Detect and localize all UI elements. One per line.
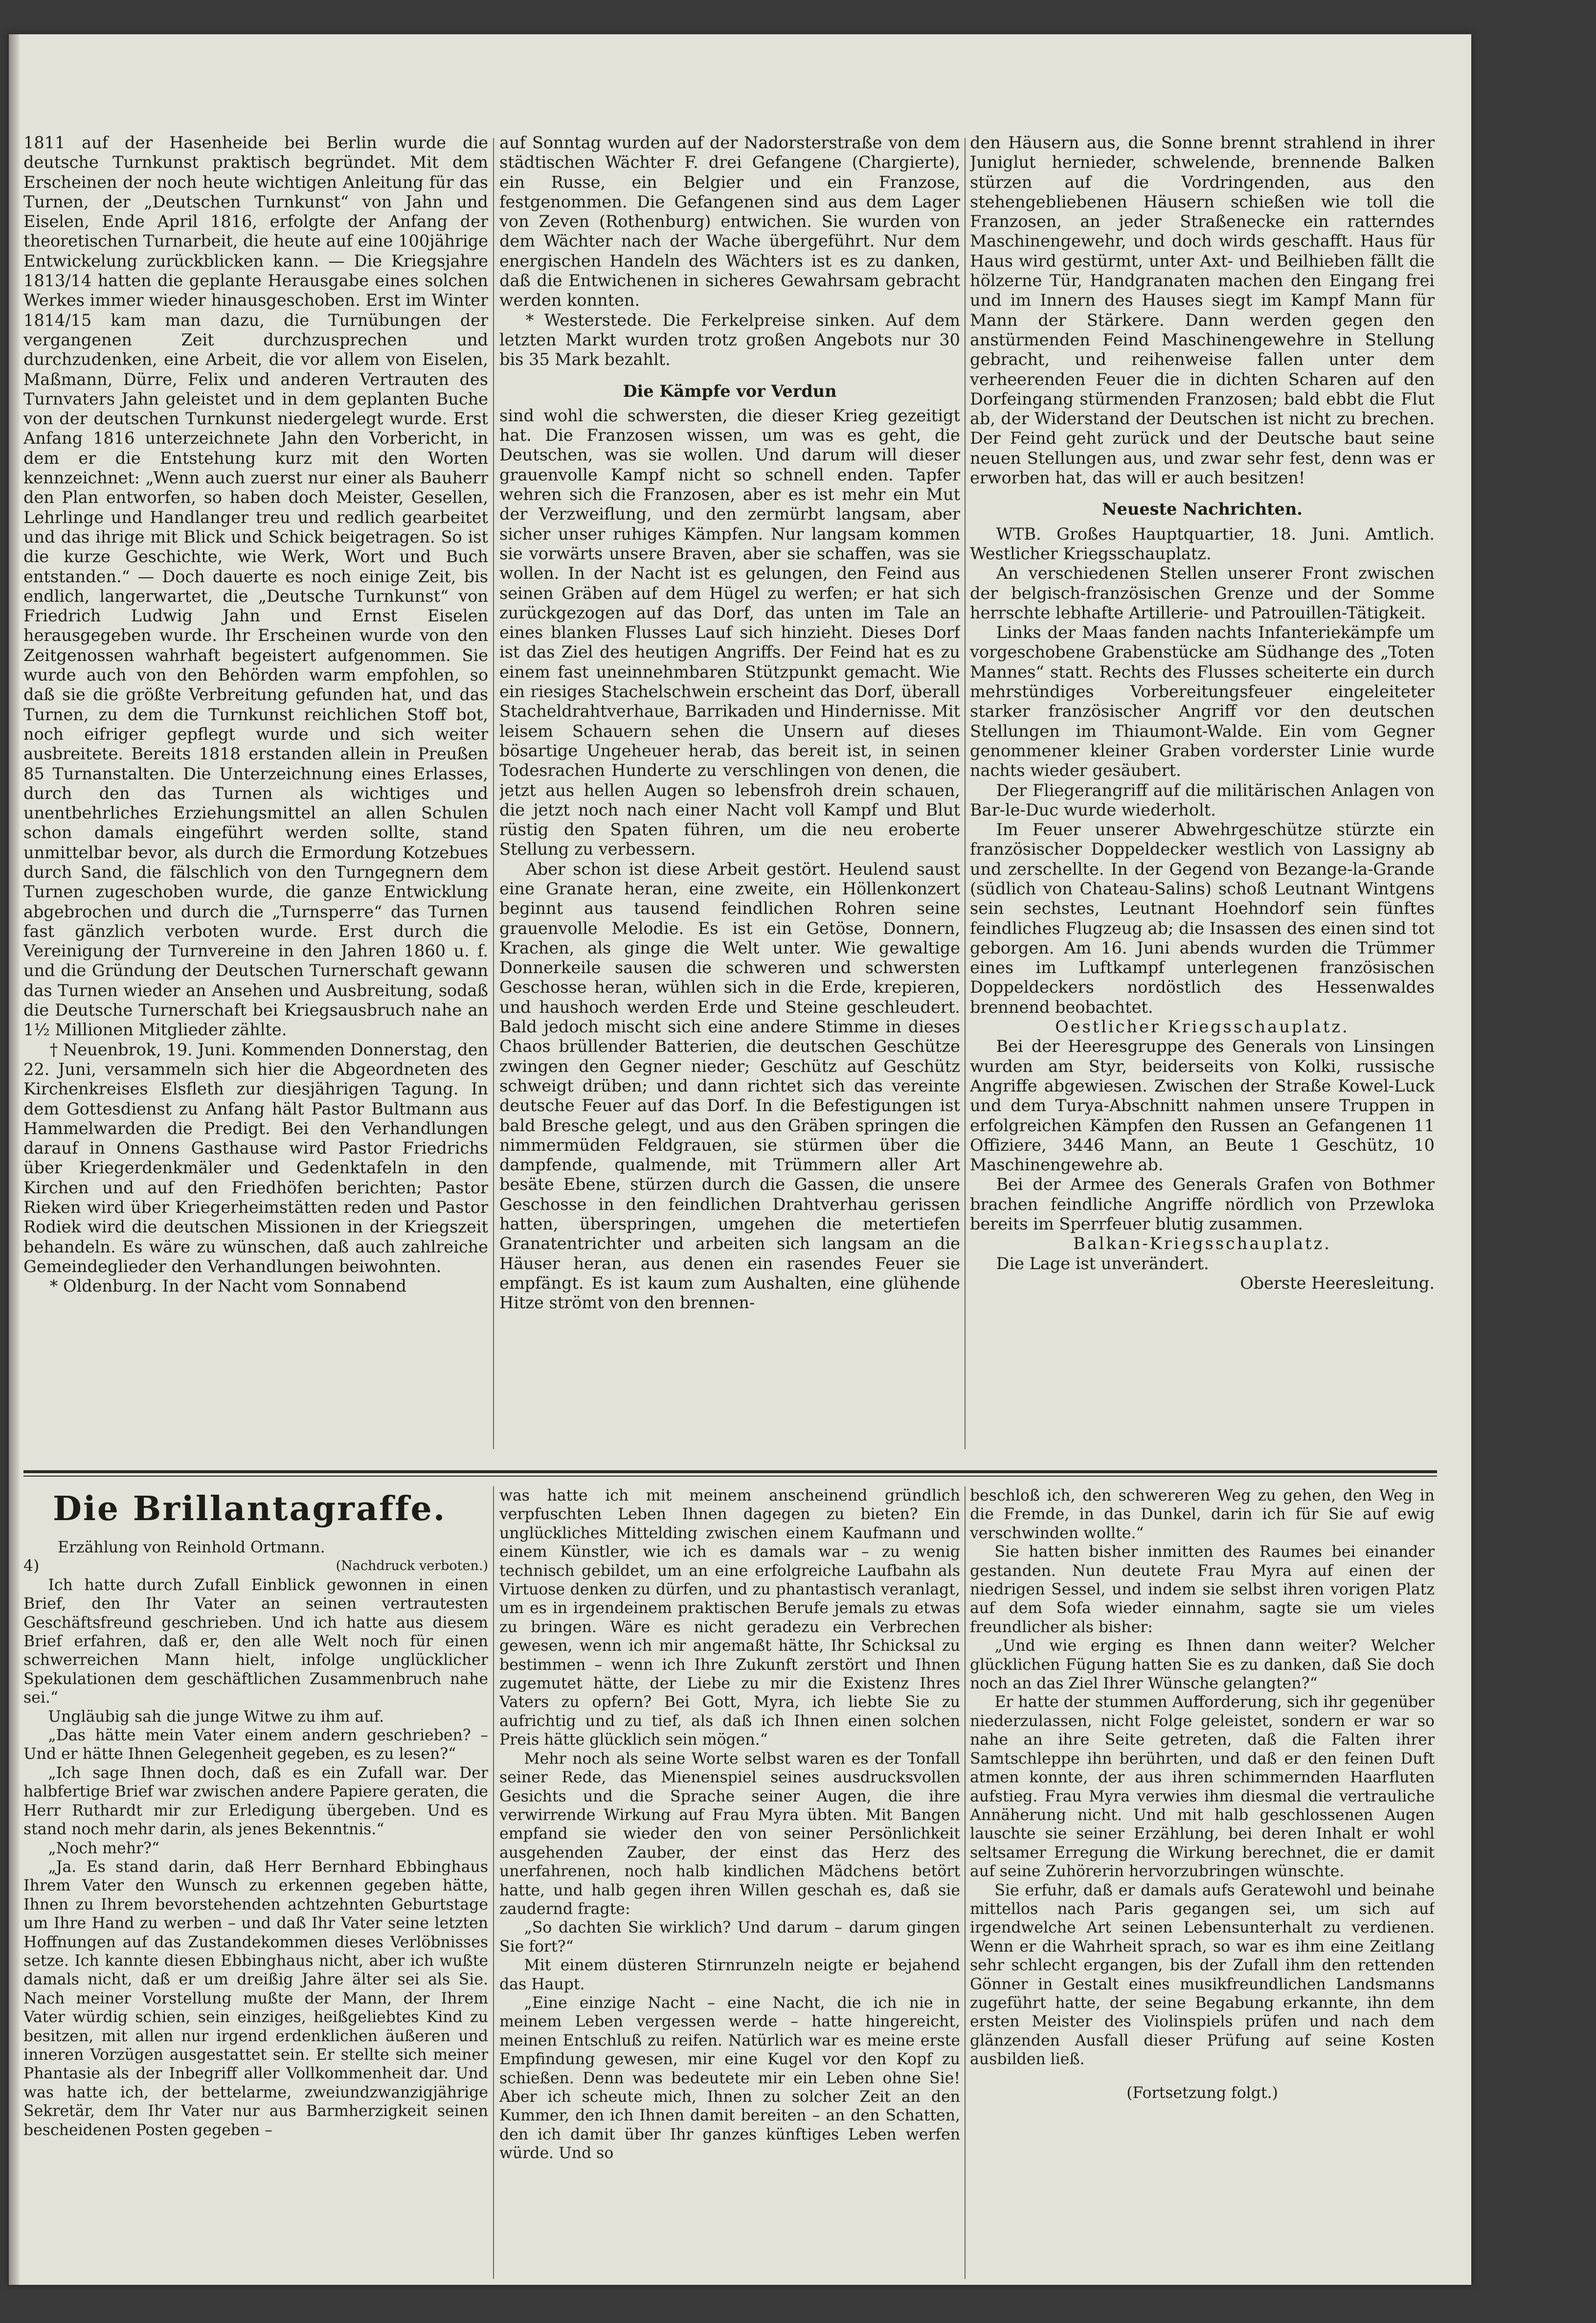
news-dateline: WTB. Großes Hauptquartier, 18. Juni. Amtlich. Westlicher Kriegsschauplatz. — [970, 524, 1435, 563]
balkan-text: Die Lage ist unverändert. — [996, 1253, 1209, 1273]
story-column-2 — [499, 1486, 960, 2284]
story-paragraph: „Ja. Es stand darin, daß Herr Bernhard Ebbinghaus Ihrem Vater den Wunsch zu erkennen gegeben hätte, Ihnen zu Ihrem bevorstehenden achtzehnten Geburtstage um Ihre Hand zu werben – und daß Ihr Vater seine letzten Hoffnungen auf das Zustandekommen dieses Verlöbnisses setze. Ich kannte diesen Ebbinghaus nicht, aber ich wußte damals nicht, daß er um dreißig Jahre älter sei als Sie. Nach meiner Vorstellung mußte der Mann, der Ihrem Vater würdig schien, sein einziges, heißgeliebtes Kind zu besitzen, mit allen nur irgend erdenklichen äußeren und inneren Vorzügen ausgestattet sein. Er stellte sich meiner Phantasie als der Inbegriff aller Vollkommenheit dar. Und was hatte ich, der bettelarme, zweiundzwanzigjährige Sekretär, dem Ihr Vater nur aus Barmherzigkeit seinen bescheidenen Posten gegeben – — [23, 1858, 488, 2139]
column-divider — [493, 138, 494, 1449]
newspaper-page — [9, 34, 1471, 2285]
story-paragraph: beschloß ich, den schwereren Weg zu gehen, den Weg in die Fremde, in das Dunkel, darin ich für Sie auf ewig verschwinden wollte.“ — [970, 1487, 1435, 1542]
story-column-3 — [970, 1486, 1435, 2284]
story-paragraph: was hatte ich mit meinem anscheinend gründlich verpfuschten Leben Ihnen dagegen zu bieten? Ein unglückliches Mittelding zwischen einem Kaufmann und einem Künstler, wie ich es damals war – zu wenig technisch gebildet, um an eine erfolgreiche Laufbahn als Virtuose denken zu dürfen, und zu phantastisch veranlagt, um es in irgendeinem praktischen Berufe jemals zu etwas zu bringen. Wäre es nicht geradezu ein Verbrechen gewesen, wenn ich mir angemaßt hätte, Ihr Schicksal zu bestimmen – wenn ich Ihre Zukunft zerstört und Ihnen zugemutet hätte, der Liebe zu mir die Existenz Ihres Vaters zu opfern? Bei Gott, Myra, ich liebte Sie zu aufrichtig und zu tief, als daß ich Ihnen einen solchen Preis hätte glücklich sein mögen.“ — [499, 1487, 960, 1749]
east-heading: Oestlicher Kriegsschauplatz. — [1055, 1017, 1349, 1037]
story-paragraph: „Noch mehr?“ — [48, 1839, 160, 1857]
news-paragraph-1: An verschiedenen Stellen unserer Front zwischen der belgisch-französischen Grenze und der Somme herrschte lebhafte Artillerie- und Patrouillen-Tätigkeit. — [970, 564, 1435, 622]
column-3 — [970, 133, 1435, 1464]
column-divider — [493, 1486, 494, 2279]
story-paragraph: „Eine einzige Nacht – eine Nacht, die ich nie in meinem Leben vergessen werde – hatte hingereicht, meinen Entschluß zu reifen. Natürlich war es meine erste Empfindung gewesen, mir eine Kugel vor den Kopf zu schießen. Denn was bedeutete mir ein Leben ohne Sie! Aber ich scheute mich, Ihnen zu solcher Zeit an den Kummer, den ich Ihnen damit bereiten – an den Schatten, den ich damit über Ihr ganzes künftiges Leben werfen würde. Und so — [499, 1994, 960, 2163]
story-paragraph: „So dachten Sie wirklich? Und darum – darum gingen Sie fort?“ — [499, 1919, 960, 1956]
story-byline: Erzählung von Reinhold Ortmann. — [58, 1539, 325, 1556]
section-rule-thin — [23, 1476, 1437, 1477]
story-paragraph: Ungläubig sah die junge Witwe zu ihm auf. — [48, 1708, 384, 1726]
signature: Oberste Heeresleitung. — [1240, 1273, 1435, 1293]
balkan-heading: Balkan-Kriegsschauplatz. — [1073, 1234, 1331, 1253]
story-paragraph: Mit einem düsteren Stirnrunzeln neigte er bejahend das Haupt. — [499, 1957, 960, 1993]
east-paragraph-1: Bei der Heeresgruppe des Generals von Linsingen wurden am Styr, beiderseits von Kolki, russische Angriffe abgewiesen. Zwischen der Straße Kowel-Luck und dem Turya-Abschnitt nahmen unsere Truppen in erfolgreichen Kämpfen den Russen an Gefangenen 11 Offiziere, 3446 Mann, an Beute 1 Geschütz, 10 Maschinengewehre ab. — [970, 1037, 1435, 1175]
column-1 — [23, 133, 488, 1464]
column-divider — [965, 1486, 966, 2279]
story-paragraph: „Das hätte mein Vater einem andern geschrieben? – Und er hätte Ihnen Gelegenheit gegeben, es zu lesen?“ — [23, 1727, 488, 1763]
westerstede-article: * Westerstede. Die Ferkelpreise sinken. Auf dem letzten Markt wurden trotz großen Angebots nur 30 bis 35 Mark bezahlt. — [499, 310, 960, 369]
oldenburg-article-cont: auf Sonntag wurden auf der Nadorsterstraße von dem städtischen Wächter F. drei Gefangene (Chargierte), ein Russe, ein Belgier und ein Franzose, festgenommen. Die Gefangenen sind aus dem Lager von Zeven (Rothenburg) entwichen. Sie wurden von dem Wächter nach der Wache übergeführt. Nur dem energischen Handeln des Wächters ist es zu danken, daß die Entwichenen in sicheres Gewahrsam gebracht werden konnten. — [499, 133, 960, 310]
verdun-heading: Die Kämpfe vor Verdun — [623, 381, 837, 401]
story-title: Die Brillantagraffe. — [53, 1489, 447, 1528]
neuenbrok-article: † Neuenbrok, 19. Juni. Kommenden Donnerstag, den 22. Juni, versammeln sich hier die Abgeordneten des Kirchenkreises Elsfleth zur diesjährigen Tagung. In dem Gottesdienst zu Anfang hält Pastor Bultmann aus Hammelwarden die Predigt. Bei den Verhandlungen darauf in Onnens Gasthause wird Pastor Friedrichs über Kriegerdenkmäler und Gedenktafeln in den Kirchen und auf den Friedhöfen berichten; Pastor Rieken wird über Kriegerheimstätten reden und Pastor Rodiek wird die deutschen Missionen in der Kriegszeit behandeln. Es wäre zu wünschen, daß auch zahlreiche Gemeindeglieder den Verhandlungen beiwohnten. — [23, 1040, 488, 1276]
page-binding-edge — [9, 34, 20, 2285]
story-column-1 — [23, 1486, 488, 2284]
news-paragraph-3: Der Fliegerangriff auf die militärischen Anlagen von Bar-le-Duc wurde wiederholt. — [970, 780, 1435, 820]
oldenburg-article-start: * Oldenburg. In der Nacht vom Sonnabend — [49, 1276, 406, 1296]
verdun-paragraph-1: sind wohl die schwersten, die dieser Krieg gezeitigt hat. Die Franzosen wissen, um was es geht, die Deutschen, was sie wollen. Und darum will dieser grauenvolle Kampf nicht so schnell enden. Tapfer wehren sich die Franzosen, aber es ist mehr ein Mut der Verzweiflung, und den zermürbt langsam, aber sicher unser ruhiges Kämpfen. Nur langsam kommen sie vorwärts unsere Braven, aber sie schaffen, was sie wollen. In der Nacht ist es gelungen, den Feind aus seinen Gräben auf dem Hügel zu werfen; er hat sich zurückgezogen auf das Dorf, das unten im Tale an eines blanken Flusses Lauf sich hinzieht. Dieses Dorf ist das Ziel des heutigen Angriffs. Der Feind hat es zu einem fast uneinnehmbaren Stützpunkt gemacht. Wie ein riesiges Stachelschwein erscheint das Dorf, überall Stacheldrahtverhaue, Barrikaden und Hindernisse. Mit leisem Schauern sehen die Unsern auf dieses bösartige Ungeheuer herab, das bereit ist, in seinen Todesrachen Hunderte zu verschlingen von denen, die jetzt aus hellen Augen so lebensfroh drein schauen, die jetzt noch nach einer Nacht voll Kampf und Blut rüstig den Spaten führen, um die neu eroberte Stellung zu verbessern. — [499, 406, 960, 859]
section-rule — [23, 1470, 1437, 1473]
story-paragraph: Ich hatte durch Zufall Einblick gewonnen in einen Brief, den Ihr Vater an seinen vertrautesten Geschäftsfreund geschrieben. Und ich hatte aus diesem Brief erfahren, daß er, den alle Welt noch für einen schwerreichen Mann hielt, infolge unglücklicher Spekulationen dem geschäftlichen Zusammenbruch nahe sei.“ — [23, 1576, 488, 1707]
east-paragraph-2: Bei der Armee des Generals Grafen von Bothmer brachen feindliche Angriffe nördlich von Przewloka bereits im Sperrfeuer blutig zusammen. — [970, 1175, 1435, 1234]
news-paragraph-2: Links der Maas fanden nachts Infanteriekämpfe um vorgeschobene Grabenstücke am Südhange des „Toten Mannes“ statt. Rechts des Flusses scheiterte ein durch mehrstündiges Vorbereitungsfeuer eingeleiteter starker französischer Angriff vor den deutschen Stellungen im Thiaumont-Walde. Ein vom Gegner genommener kleiner Graben vorderster Linie wurde nachts wieder gesäubert. — [970, 623, 1435, 780]
story-paragraph: Mehr noch als seine Worte selbst waren es der Tonfall seiner Rede, das Mienenspiel seines ausdrucksvollen Gesichts und die Sprache seiner Augen, die ihre verwirrende Wirkung auf Frau Myra übten. Mit Bangen empfand sie wieder den von seiner Persönlichkeit ausgehenden Zauber, der einst das Herz des unerfahrenen, noch halb kindlichen Mädchens betört hatte, und halb gegen ihren Willen geschah es, daß sie zaudernd fragte: — [499, 1750, 960, 1918]
story-paragraph: „Ich sage Ihnen doch, daß es ein Zufall war. Der halbfertige Brief war zwischen andere Papiere geraten, die Herr Ruthardt mir zur Erledigung übergeben. Und es stand noch mehr darin, als jenes Bekenntnis.“ — [23, 1764, 488, 1839]
story-paragraph: Er hatte der stummen Aufforderung, sich ihr gegenüber niederzulassen, nicht Folge geleistet, sondern er war so nahe an ihre Seite getreten, daß die Falten ihrer Samtschleppe ihn berührten, und daß er den feinen Duft atmen konnte, der aus ihren schimmernden Haarfluten aufstieg. Frau Myra verwies ihm diesmal die vertrauliche Annäherung nicht. Und mit halb geschlossenen Augen lauschte sie seiner Erzählung, bei deren Inhalt er wohl seltsamer Erregung die Wirkung berechnet, die er damit auf seine Zuhörerin hervorzubringen wünschte. — [970, 1693, 1435, 1881]
news-paragraph-4: Im Feuer unserer Abwehrgeschütze stürzte ein französischer Doppeldecker westlich von Lassigny ab und zerschellte. In der Gegend von Bezange-la-Grande (südlich von Chateau-Salins) schoß Leutnant Wintgens sein sechstes, Leutnant Hoehndorf sein fünftes feindliches Flugzeug ab; die Insassen des einen sind tot geborgen. Am 16. Juni abends wurden die Trümmer eines im Luftkampf unterlegenen französischen Doppeldeckers nordöstlich des Hessenwaldes brennend beobachtet. — [970, 820, 1435, 1017]
turnkunst-article: 1811 auf der Hasenheide bei Berlin wurde die deutsche Turnkunst praktisch begründet. Mit dem Erscheinen der noch heute wichtigen Anleitung für das Turnen, der „Deutschen Turnkunst“ von Jahn und Eiselen, Ende April 1816, erfolgte der Anfang der theoretischen Turnarbeit, die heute auf eine 100jährige Entwickelung zurückblicken kann. — Die Kriegsjahre 1813/14 hatten die geplante Herausgabe eines solchen Werkes immer wieder hinausgeschoben. Erst im Winter 1814/15 kam man dazu, die Turnübungen der vergangenen Zeit durchzusprechen und durchzudenken, eine Arbeit, die vor allem von Eiselen, Maßmann, Dürre, Felix und anderen Vertrauten des Turnvaters Jahn geleistet und in dem geplanten Buche von der deutschen Turnkunst niedergelegt wurde. Erst Anfang 1816 unterzeichnete Jahn den Vorbericht, in dem er die Entstehung kurz mit den Worten kennzeichnet: „Wenn auch zuerst nur einer als Bauherr den Plan entworfen, so haben doch Meister, Gesellen, Lehrlinge und Handlanger treu und redlich gearbeitet und das ihrige mit Blick und Schick beigetragen. So ist die kurze Geschichte, wie Werk, Wort und Buch entstanden.“ — Doch dauerte es noch einige Zeit, bis endlich, langerwartet, die „Deutsche Turnkunst“ von Friedrich Ludwig Jahn und Ernst Eiselen herausgegeben wurde. Ihr Erscheinen wurde von den Zeitgenossen wahrhaft begeistert aufgenommen. Sie wurde auch von den Behörden warm empfohlen, so daß sie die größte Verbreitung gefunden hat, und das Turnen, zu dem die Turnkunst reichlichen Stoff bot, noch eifriger gepflegt wurde und sich weiter ausbreitete. Bereits 1818 erstanden allein in Preußen 85 Turnanstalten. Die Unterzeichnung eines Erlasses, durch den das Turnen als wichtiges und unentbehrliches Erziehungsmittel an allen Schulen schon damals eingeführt werden sollte, stand unmittelbar bevor, als durch die Ermordung Kotzebues durch Sand, die fälschlich von den Turngegnern dem Turnen zugeschoben wurde, die ganze Entwicklung abgebrochen und durch die „Turnsperre“ das Turnen fast gänzlich verboten wurde. Erst durch die Vereinigung der Turnvereine in den Jahren 1860 u. f. und die Gründung der Deutschen Turnerschaft gewann das Turnen wieder an Ansehen und Ausbreitung, sodaß die Deutsche Turnerschaft bei Kriegsausbruch nahe an 1½ Millionen Mitglieder zählte. — [23, 133, 488, 1040]
story-reprint-note: (Nachdruck verboten.) — [336, 1558, 488, 1574]
story-continued: (Fortsetzung folgt.) — [1126, 2084, 1278, 2102]
verdun-paragraph-3: den Häusern aus, die Sonne brennt strahlend in ihrer Juniglut hernieder, schwelende, brennende Balken stürzen auf die Vordringenden, aus den stehengebliebenen Häusern schießen wie toll die Franzosen, an jeder Straßenecke ein ratterndes Maschinengewehr, und doch wirds geschafft. Haus für Haus wird gestürmt, unter Axt- und Beilhieben fällt die hölzerne Tür, Handgranaten machen den Eingang frei und im Innern des Hauses siegt im Kampf Mann für Mann der Stärkere. Dann werden gegen den anstürmenden Feind Maschinengewehre in Stellung gebracht, und reihenweise fallen unter dem verheerenden Feuer die in dichten Scharen auf den Dorfeingang stürmenden Franzosen; bald ebbt die Flut ab, der Widerstand der Deutschen ist nicht zu brechen. Der Feind geht zurück und der Deutsche baut seine neuen Stellungen aus, und zwar sehr fest, denn was er erworben hat, das will er auch besitzen! — [970, 133, 1435, 488]
story-paragraph: Sie hatten bisher inmitten des Raumes bei einander gestanden. Nun deutete Frau Myra auf einen der niedrigen Sessel, und indem sie selbst ihren vorigen Platz auf dem Sofa wieder einnahm, sagte sie um vieles freundlicher als bisher: — [970, 1543, 1435, 1636]
story-part: 4) — [23, 1557, 40, 1575]
news-heading: Neueste Nachrichten. — [1102, 500, 1303, 519]
story-paragraph: Sie erfuhr, daß er damals aufs Geratewohl und beinahe mittellos nach Paris gegangen sei, um sich auf irgendwelche Art seinen Lebensunterhalt zu verdienen. Wenn er die Wahrheit sprach, so war es ihm eine Zeitlang sehr schlecht ergangen, bis der Zufall ihm den rettenden Gönner in Gestalt eines musikfreundlichen Landsmanns zugeführt hatte, der seine Begabung erkannte, ihn dem ersten Meister des Violinspiels prüfen und nach dem glänzenden Ausfall dieser Prüfung auf seine Kosten ausbilden ließ. — [970, 1881, 1435, 2069]
story-paragraph: „Und wie erging es Ihnen dann weiter? Welcher glücklichen Fügung hatten Sie es zu danken, daß Sie doch noch an das Ziel Ihrer Wünsche gelangten?“ — [970, 1637, 1435, 1693]
column-divider — [965, 138, 966, 1449]
column-2 — [499, 133, 960, 1464]
verdun-paragraph-2: Aber schon ist diese Arbeit gestört. Heulend saust eine Granate heran, eine zweite, ein Höllenkonzert beginnt aus tausend feindlichen Rohren seine grauenvolle Melodie. Es ist ein Getöse, Donnern, Krachen, als ginge die Welt unter. Wie gewaltige Donnerkeile sausen die schweren und schwersten Geschosse heran, wühlen sich in die Erde, krepieren, und haushoch werden Erde und Steine geschleudert. Bald jedoch mischt sich eine andere Stimme in dieses Chaos brüllender Batterien, die deutschen Geschütze zwingen den Gegner nieder; Geschütz auf Geschütz schweigt drüben; und dann richtet sich das vereinte deutsche Feuer auf das Dorf. In die Befestigungen ist bald Bresche gelegt, und aus den Gräben springen die nimmermüden Feldgrauen, sie stürmen über die dampfende, qualmende, mit Trümmern aller Art besäte Ebene, stürzen durch die Gassen, die unsere Geschosse in den feindlichen Drahtverhau gerissen hatten, überspringen, umgehen die metertiefen Granatentrichter und arbeiten sich langsam an die Häuser heran, aus denen ein rasendes Feuer sie empfängt. Es ist kaum zum Aushalten, eine glühende Hitze strömt von den brennen- — [499, 859, 960, 1313]
story-meta — [23, 1557, 488, 1575]
